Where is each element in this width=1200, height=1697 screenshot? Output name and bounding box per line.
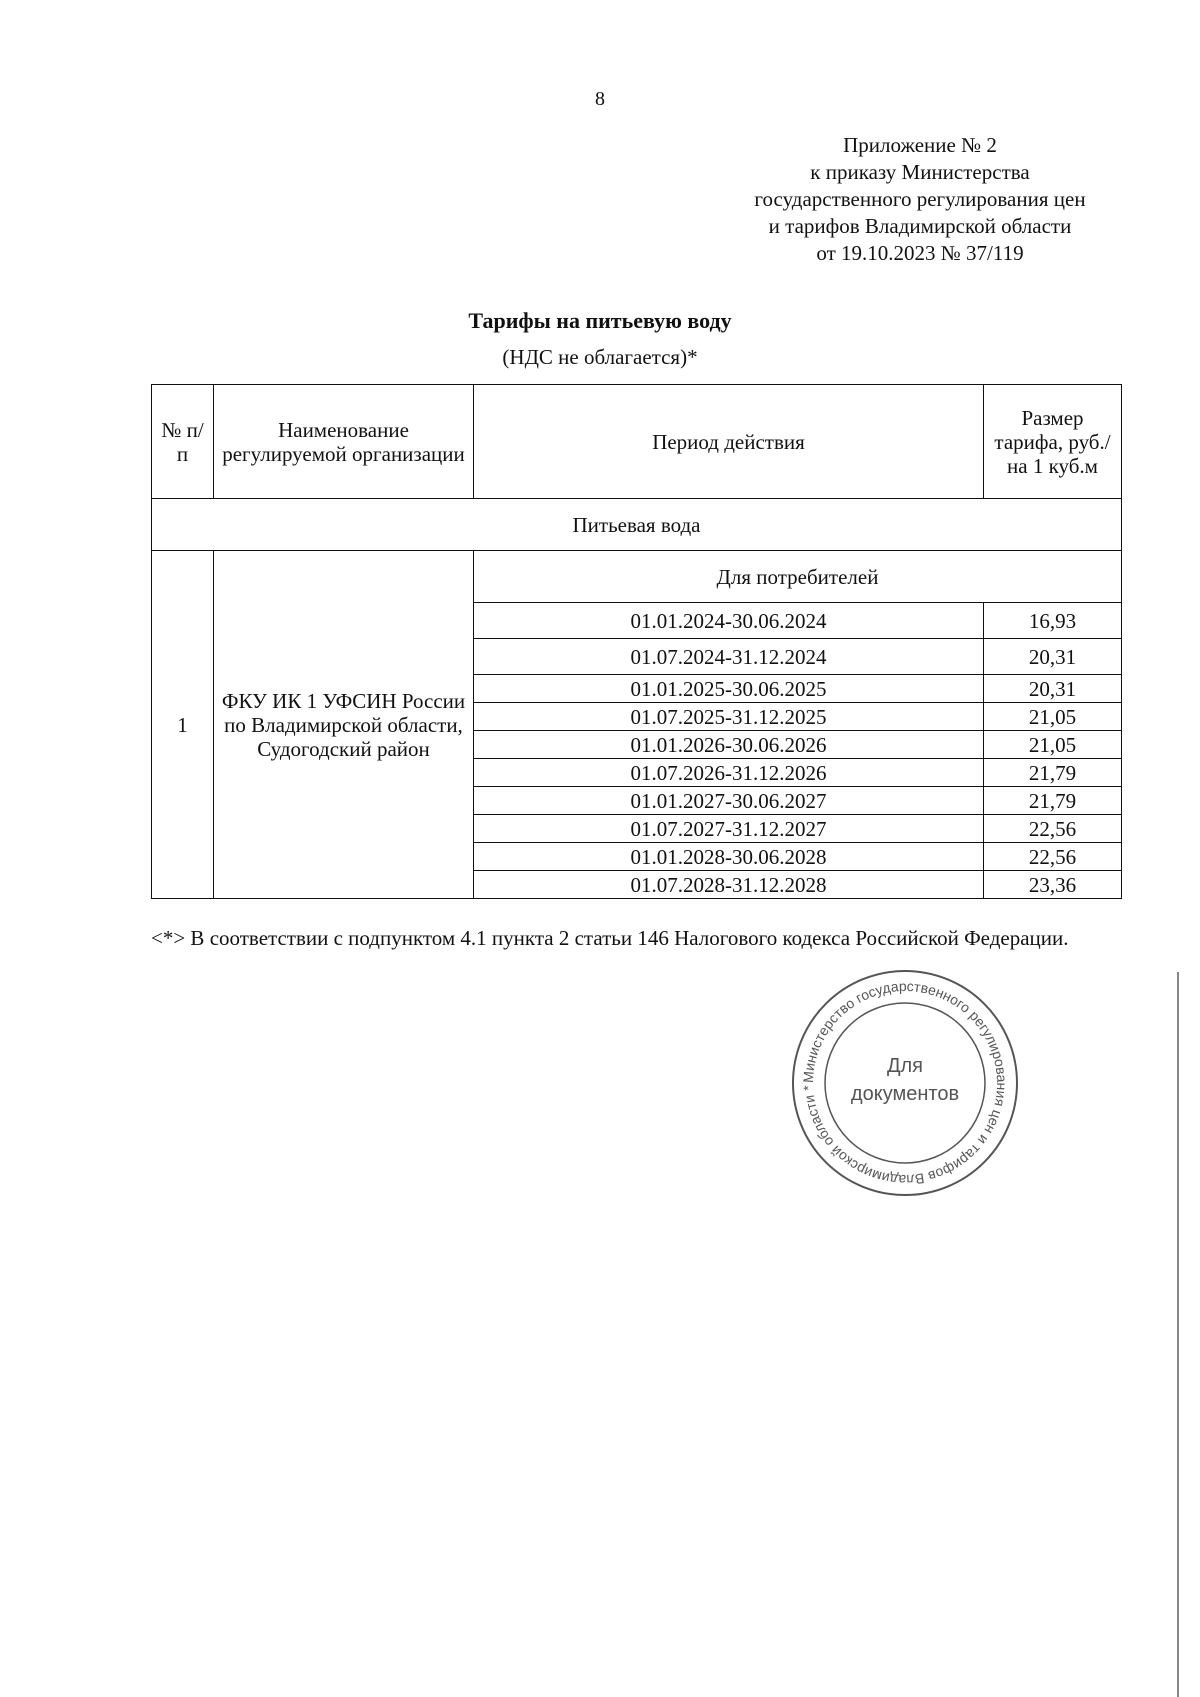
official-stamp <box>790 968 1020 1198</box>
tariff-cell: 22,56 <box>984 843 1122 871</box>
row-number: 1 <box>152 551 214 899</box>
period-cell: 01.01.2025-30.06.2025 <box>474 675 984 703</box>
period-cell: 01.07.2026-31.12.2026 <box>474 759 984 787</box>
appendix-line: государственного регулирования цен <box>754 187 1086 211</box>
period-cell: 01.07.2028-31.12.2028 <box>474 871 984 899</box>
consumer-label: Для потребителей <box>474 551 1122 603</box>
period-cell: 01.07.2027-31.12.2027 <box>474 815 984 843</box>
appendix-line: к приказу Министерства <box>810 160 1030 184</box>
period-cell: 01.01.2028-30.06.2028 <box>474 843 984 871</box>
footnote: <*> В соответствии с подпунктом 4.1 пункта 2 статьи 146 Налогового кодекса Российской Федерации. <box>151 926 1069 950</box>
appendix-header <box>700 132 1140 267</box>
document-title: Тарифы на питьевую воду <box>468 308 732 333</box>
section-row <box>152 499 1122 551</box>
consumer-row <box>152 551 1122 603</box>
tariff-cell: 20,31 <box>984 639 1122 675</box>
scan-edge-line <box>1177 972 1179 1697</box>
tariff-cell: 20,31 <box>984 675 1122 703</box>
document-subtitle: (НДС не облагается)* <box>502 345 698 369</box>
organization-name: ФКУ ИК 1 УФСИН России по Владимирской области, Судогодский район <box>214 551 474 899</box>
period-cell: 01.01.2024-30.06.2024 <box>474 603 984 639</box>
stamp-ring-text: Министерство государственного регулирования цен и тарифов Владимирской области * <box>799 977 1011 1189</box>
header-organization: Наименование регулируемой организации <box>214 385 474 499</box>
stamp-center-line2: документов <box>850 1083 960 1105</box>
appendix-line: Приложение № 2 <box>843 133 997 157</box>
period-cell: 01.01.2027-30.06.2027 <box>474 787 984 815</box>
period-cell: 01.07.2025-31.12.2025 <box>474 703 984 731</box>
tariff-cell: 16,93 <box>984 603 1122 639</box>
appendix-line: от 19.10.2023 № 37/119 <box>816 241 1024 265</box>
tariff-cell: 21,05 <box>984 731 1122 759</box>
tariff-table <box>151 384 1122 899</box>
stamp-center-line1: Для <box>886 1055 924 1077</box>
section-label: Питьевая вода <box>152 499 1122 551</box>
tariff-cell: 21,79 <box>984 759 1122 787</box>
period-cell: 01.07.2024-31.12.2024 <box>474 639 984 675</box>
tariff-cell: 22,56 <box>984 815 1122 843</box>
tariff-cell: 21,79 <box>984 787 1122 815</box>
header-num: № п/п <box>152 385 214 499</box>
header-tariff: Размер тарифа, руб./на 1 куб.м <box>984 385 1122 499</box>
period-cell: 01.01.2026-30.06.2026 <box>474 731 984 759</box>
appendix-line: и тарифов Владимирской области <box>768 214 1072 238</box>
tariff-cell: 23,36 <box>984 871 1122 899</box>
tariff-cell: 21,05 <box>984 703 1122 731</box>
table-header-row <box>152 385 1122 499</box>
header-period: Период действия <box>474 385 984 499</box>
page-number: 8 <box>595 88 605 110</box>
